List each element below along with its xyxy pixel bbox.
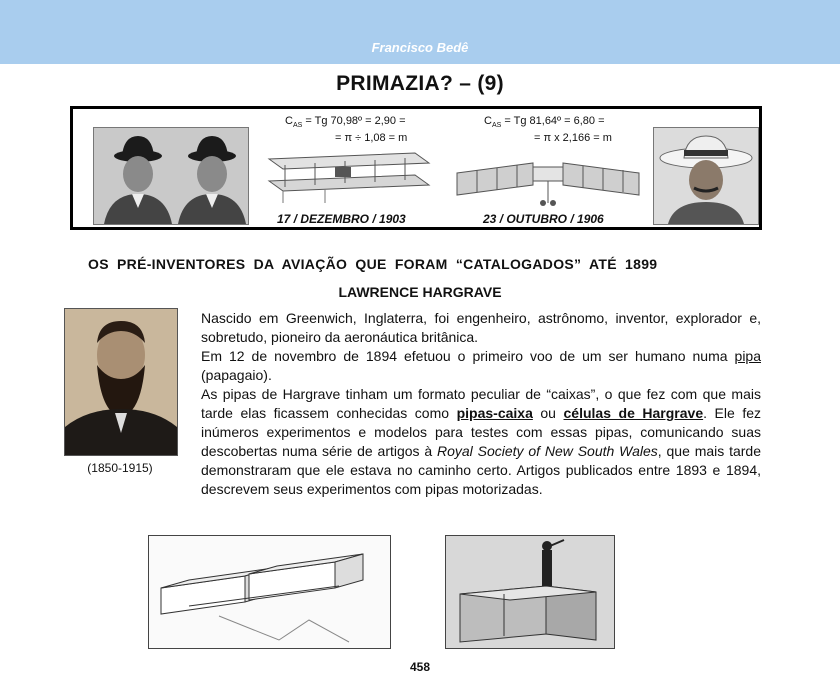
author-name: Francisco Bedê xyxy=(371,40,469,55)
term-celulas-de-hargrave: células de Hargrave xyxy=(563,405,704,421)
formula-1906-var: C xyxy=(484,115,492,127)
box-kite-drawing xyxy=(148,535,391,649)
formula-1903 xyxy=(285,115,407,145)
caption-1906: 23 / OUTUBRO / 1906 xyxy=(483,212,604,226)
hargrave-kite-photo xyxy=(445,535,615,649)
paragraph-3-text-d: , que mais tarde demonstraram que ele estava no caminho certo. Artigos publicados entre 1893 e 1894, descrevem seus experimentos com pipas motorizadas. xyxy=(201,443,761,497)
page-number: 458 xyxy=(409,660,431,674)
formula-1906 xyxy=(484,115,612,145)
santos-dumont-photo xyxy=(653,127,759,225)
hargrave-portrait xyxy=(64,308,178,456)
page-title: PRIMAZIA? – (9) xyxy=(336,72,504,95)
biography-text xyxy=(201,309,761,499)
subtitle: LAWRENCE HARGRAVE xyxy=(338,284,502,300)
paragraph-2 xyxy=(201,347,761,385)
wright-brothers-photo xyxy=(93,127,249,225)
formula-1906-sub: AS xyxy=(491,122,502,130)
portrait-caption: (1850-1915) xyxy=(87,461,153,475)
formula-1903-var: C xyxy=(285,115,293,127)
paragraph-3 xyxy=(201,385,761,499)
section-title: OS PRÉ-INVENTORES DA AVIAÇÃO QUE FORAM “CATALOGADOS” ATÉ 1899 xyxy=(88,256,658,272)
formula-1906-line1: = Tg 81,64º = 6,80 = xyxy=(501,115,605,127)
caption-1903: 17 / DEZEMBRO / 1903 xyxy=(277,212,406,226)
paragraph-2-text-a: Em 12 de novembro de 1894 efetuou o primeiro voo de um ser humano numa xyxy=(201,348,735,364)
14-bis-image xyxy=(453,143,643,207)
term-pipa: pipa xyxy=(734,348,761,364)
formula-1903-line2: = π ÷ 1,08 = m xyxy=(335,132,408,145)
header-bar xyxy=(0,0,840,64)
wright-flyer-image xyxy=(265,143,435,207)
paragraph-1: Nascido em Greenwich, Inglaterra, foi engenheiro, astrônomo, inventor, explorador e, sobretudo, pioneiro da aeronáutica britânica. xyxy=(201,310,761,345)
formula-1903-sub: AS xyxy=(292,122,303,130)
formula-1903-line1: = Tg 70,98º = 2,90 = xyxy=(302,115,406,127)
formula-1906-line2: = π x 2,166 = m xyxy=(534,132,612,145)
paragraph-3-text-b: ou xyxy=(532,405,564,421)
paragraph-3-text-c: . Ele fez inúmeros experimentos e modelos para testes com essas pipas, comunicando suas descobertas numa série de artigos à xyxy=(201,405,762,459)
term-pipas-caixa: pipas-caixa xyxy=(456,405,533,421)
royal-society-name: Royal Society of New South Wales xyxy=(437,443,658,459)
paragraph-3-text-a: As pipas de Hargrave tinham um formato peculiar de “caixas”, o que fez com que mais tarde elas ficassem conhecidas como xyxy=(201,386,761,421)
comparison-panel xyxy=(70,106,762,230)
paragraph-2-text-b: (papagaio). xyxy=(201,367,272,383)
